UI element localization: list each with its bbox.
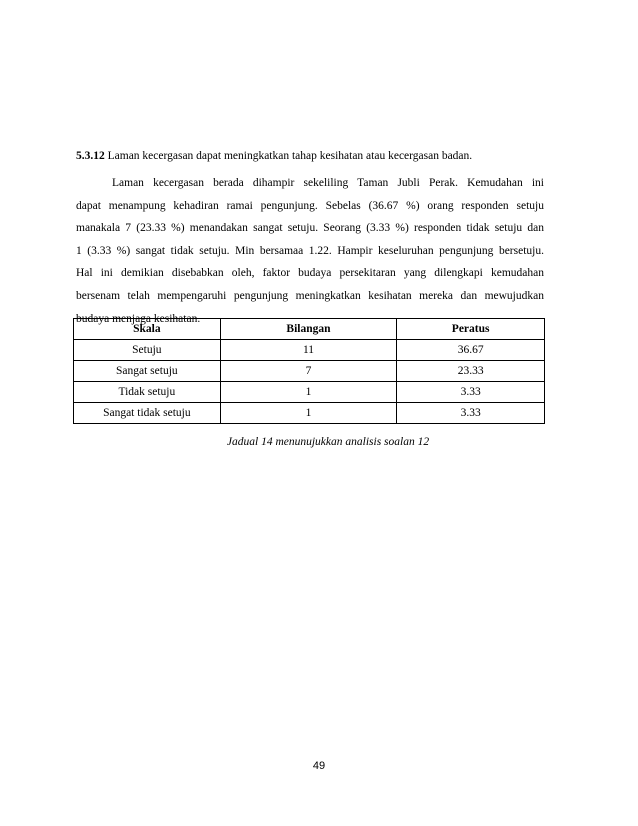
section-heading [76, 149, 472, 163]
paragraph-line: budaya menjaga kesihatan. [76, 312, 201, 325]
cell-peratus: 23.33 [397, 361, 545, 382]
data-table [73, 318, 545, 424]
header-bilangan: Bilangan [220, 319, 397, 340]
cell-skala: Tidak setuju [74, 382, 221, 403]
cell-peratus: 36.67 [397, 340, 545, 361]
cell-peratus: 3.33 [397, 382, 545, 403]
page-number: 49 [312, 760, 326, 772]
cell-skala: Sangat tidak setuju [74, 403, 221, 424]
header-skala: Skala [74, 319, 221, 340]
table-row [74, 361, 545, 382]
table-header-row [74, 319, 545, 340]
table-row [74, 382, 545, 403]
paragraph-line: Hal ini demikian disebabkan oleh, faktor budaya persekitaran yang dilengkapi kemudahan [76, 267, 544, 280]
table-row [74, 403, 545, 424]
paragraph-line: bersenam telah mempengaruhi pengunjung meningkatkan kesihatan mereka dan mewujudkan [76, 289, 544, 302]
section-title: Laman kecergasan dapat meningkatkan tahap kesihatan atau kecergasan badan. [107, 150, 473, 162]
table-caption: Jadual 14 menunujukkan analisis soalan 12 [226, 436, 430, 448]
cell-peratus: 3.33 [397, 403, 545, 424]
cell-bilangan: 11 [220, 340, 397, 361]
cell-bilangan: 1 [220, 403, 397, 424]
body-paragraph [76, 172, 544, 330]
cell-bilangan: 7 [220, 361, 397, 382]
paragraph-line: Laman kecergasan berada dihampir sekeliling Taman Jubli Perak. Kemudahan ini [112, 177, 544, 189]
paragraph-line: 1 (3.33 %) sangat tidak setuju. Min bersamaa 1.22. Hampir keseluruhan pengunjung bersetuju. [76, 244, 544, 257]
cell-bilangan: 1 [220, 382, 397, 403]
paragraph-line: manakala 7 (23.33 %) menandakan sangat setuju. Seorang (3.33 %) responden tidak setuju dan [76, 222, 544, 235]
cell-skala: Sangat setuju [74, 361, 221, 382]
cell-skala: Setuju [74, 340, 221, 361]
table-row [74, 340, 545, 361]
paragraph-line: dapat menampung kehadiran ramai pengunjung. Sebelas (36.67 %) orang responden setuju [76, 199, 544, 212]
section-number: 5.3.12 [76, 150, 105, 162]
header-peratus: Peratus [397, 319, 545, 340]
